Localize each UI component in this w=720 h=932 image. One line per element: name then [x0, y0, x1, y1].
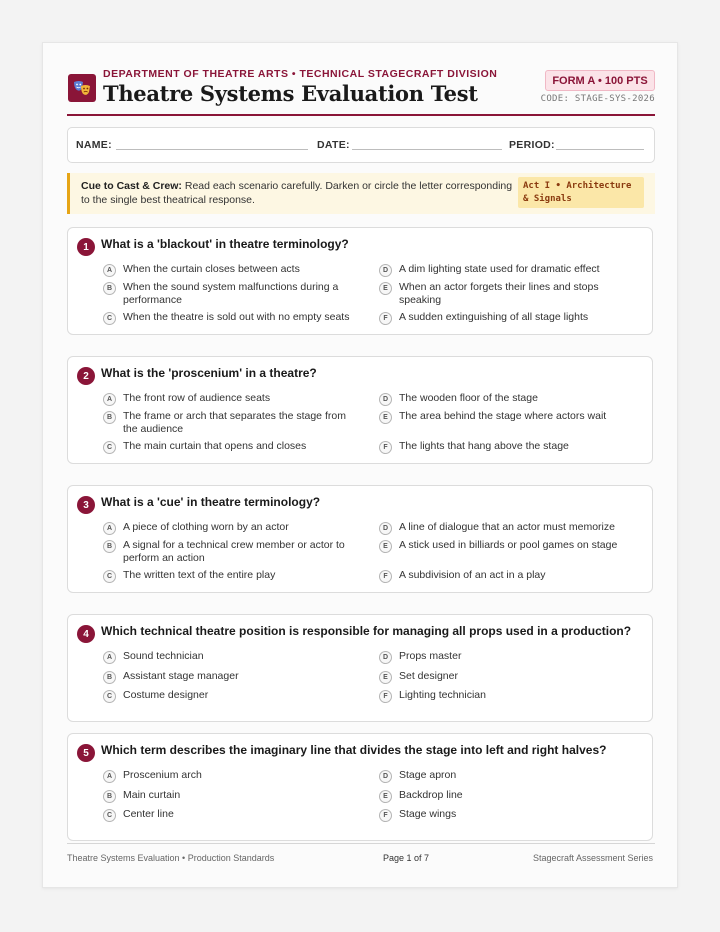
option-letter-bubble[interactable]: E: [379, 282, 392, 295]
answer-option[interactable]: [379, 689, 629, 717]
option-text: A piece of clothing worn by an actor: [123, 521, 289, 533]
option-letter-bubble[interactable]: D: [379, 770, 392, 783]
option-letter-bubble[interactable]: F: [379, 690, 392, 703]
question-card: [67, 227, 653, 335]
answer-option[interactable]: [103, 281, 353, 309]
answer-option[interactable]: [379, 410, 629, 438]
theatre-masks-icon: [68, 74, 96, 102]
option-text: Stage apron: [399, 769, 457, 781]
option-letter-bubble[interactable]: D: [379, 522, 392, 535]
option-letter-bubble[interactable]: C: [103, 441, 116, 454]
question-text: What is a 'cue' in theatre terminology?: [101, 495, 321, 509]
answer-option[interactable]: [103, 410, 353, 438]
option-letter-bubble[interactable]: D: [379, 651, 392, 664]
option-letter-bubble[interactable]: A: [103, 651, 116, 664]
option-text: Backdrop line: [399, 789, 463, 801]
option-text: A stick used in billiards or pool games on stage: [399, 539, 618, 551]
question-number: 2: [77, 367, 95, 385]
question-text: Which term describes the imaginary line that divides the stage into left and right halves?: [101, 743, 607, 757]
option-letter-bubble[interactable]: E: [379, 671, 392, 684]
answer-option[interactable]: [379, 569, 629, 597]
option-text: A sudden extinguishing of all stage lights: [399, 311, 589, 323]
option-text: Set designer: [399, 670, 458, 682]
answer-option[interactable]: [103, 808, 353, 836]
date-field[interactable]: [352, 149, 502, 150]
option-text: A line of dialogue that an actor must memorize: [399, 521, 615, 533]
option-text: Stage wings: [399, 808, 457, 820]
footer-right: Stagecraft Assessment Series: [532, 853, 653, 863]
option-letter-bubble[interactable]: F: [379, 809, 392, 822]
option-letter-bubble[interactable]: D: [379, 393, 392, 406]
question-card: [67, 356, 653, 464]
option-letter-bubble[interactable]: B: [103, 540, 116, 553]
option-letter-bubble[interactable]: E: [379, 790, 392, 803]
name-label: NAME:: [76, 139, 112, 151]
answer-option[interactable]: [379, 440, 629, 468]
answer-option[interactable]: [103, 311, 353, 339]
option-letter-bubble[interactable]: A: [103, 264, 116, 277]
period-field[interactable]: [556, 149, 644, 150]
option-letter-bubble[interactable]: B: [103, 411, 116, 424]
question-number: 5: [77, 744, 95, 762]
option-letter-bubble[interactable]: E: [379, 411, 392, 424]
answer-option[interactable]: [379, 311, 629, 339]
exam-page: [42, 42, 678, 888]
option-letter-bubble[interactable]: A: [103, 393, 116, 406]
footer-left: Theatre Systems Evaluation • Production Standards: [67, 853, 275, 863]
instructions-text: Read each scenario carefully. Darken or circle the letter corresponding to the single best theatrical response.: [81, 180, 513, 206]
question-text: What is a 'blackout' in theatre terminology?: [101, 237, 349, 251]
option-text: Proscenium arch: [123, 769, 202, 781]
option-letter-bubble[interactable]: D: [379, 264, 392, 277]
option-text: The wooden floor of the stage: [399, 392, 538, 404]
option-text: Main curtain: [123, 789, 181, 801]
question-text: What is the 'proscenium' in a theatre?: [101, 366, 317, 380]
instructions-box: [67, 173, 655, 214]
answer-option[interactable]: [103, 689, 353, 717]
option-text: Center line: [123, 808, 174, 820]
option-letter-bubble[interactable]: F: [379, 441, 392, 454]
option-text: Sound technician: [123, 650, 204, 662]
header-divider: [67, 114, 655, 116]
option-letter-bubble[interactable]: B: [103, 790, 116, 803]
answer-option[interactable]: [103, 440, 353, 468]
option-text: Lighting technician: [399, 689, 486, 701]
option-letter-bubble[interactable]: C: [103, 570, 116, 583]
instructions-lead: Cue to Cast & Crew:: [81, 180, 182, 192]
page-header: [67, 67, 655, 117]
page-title: Theatre Systems Evaluation Test: [103, 81, 478, 106]
option-text: The lights that hang above the stage: [399, 440, 569, 452]
option-letter-bubble[interactable]: C: [103, 690, 116, 703]
option-text: When the theatre is sold out with no empty seats: [123, 311, 350, 323]
option-letter-bubble[interactable]: F: [379, 312, 392, 325]
answer-option[interactable]: [379, 539, 629, 567]
option-text: Props master: [399, 650, 462, 662]
date-label: DATE:: [317, 139, 350, 151]
option-text: When the curtain closes between acts: [123, 263, 300, 275]
option-letter-bubble[interactable]: E: [379, 540, 392, 553]
answer-option[interactable]: [103, 569, 353, 597]
question-number: 4: [77, 625, 95, 643]
option-text: The frame or arch that separates the stage from the audience: [123, 410, 346, 435]
name-field[interactable]: [116, 149, 308, 150]
option-letter-bubble[interactable]: F: [379, 570, 392, 583]
option-text: A dim lighting state used for dramatic effect: [399, 263, 600, 275]
option-letter-bubble[interactable]: C: [103, 809, 116, 822]
question-card: [67, 733, 653, 841]
option-letter-bubble[interactable]: A: [103, 770, 116, 783]
option-text: The area behind the stage where actors wait: [399, 410, 607, 422]
option-letter-bubble[interactable]: A: [103, 522, 116, 535]
exam-code: CODE: STAGE-SYS-2026: [540, 94, 655, 104]
option-text: Costume designer: [123, 689, 209, 701]
question-text: Which technical theatre position is responsible for managing all props used in a production?: [101, 624, 632, 638]
question-card: [67, 485, 653, 593]
department-name: DEPARTMENT OF THEATRE ARTS • TECHNICAL STAGECRAFT DIVISION: [103, 68, 498, 80]
option-text: The main curtain that opens and closes: [123, 440, 307, 452]
page-number: Page 1 of 7: [383, 853, 430, 863]
answer-option[interactable]: [379, 281, 629, 309]
answer-option[interactable]: [379, 808, 629, 836]
student-info-box: [67, 127, 655, 163]
option-text: The front row of audience seats: [123, 392, 271, 404]
question-card: [67, 614, 653, 722]
answer-option[interactable]: [103, 539, 353, 567]
option-text: When an actor forgets their lines and stops speaking: [399, 281, 599, 306]
option-text: A subdivision of an act in a play: [399, 569, 546, 581]
option-text: When the sound system malfunctions during a performance: [123, 281, 339, 306]
option-letter-bubble[interactable]: C: [103, 312, 116, 325]
period-label: PERIOD:: [509, 139, 555, 151]
option-text: A signal for a technical crew member or actor to perform an action: [123, 539, 345, 564]
section-tag: Act I • Architecture & Signals: [518, 177, 644, 208]
footer-divider: [67, 843, 655, 844]
form-badge: FORM A • 100 PTS: [545, 70, 655, 91]
option-letter-bubble[interactable]: B: [103, 282, 116, 295]
option-letter-bubble[interactable]: B: [103, 671, 116, 684]
question-number: 3: [77, 496, 95, 514]
option-text: Assistant stage manager: [123, 670, 239, 682]
option-text: The written text of the entire play: [123, 569, 276, 581]
question-number: 1: [77, 238, 95, 256]
